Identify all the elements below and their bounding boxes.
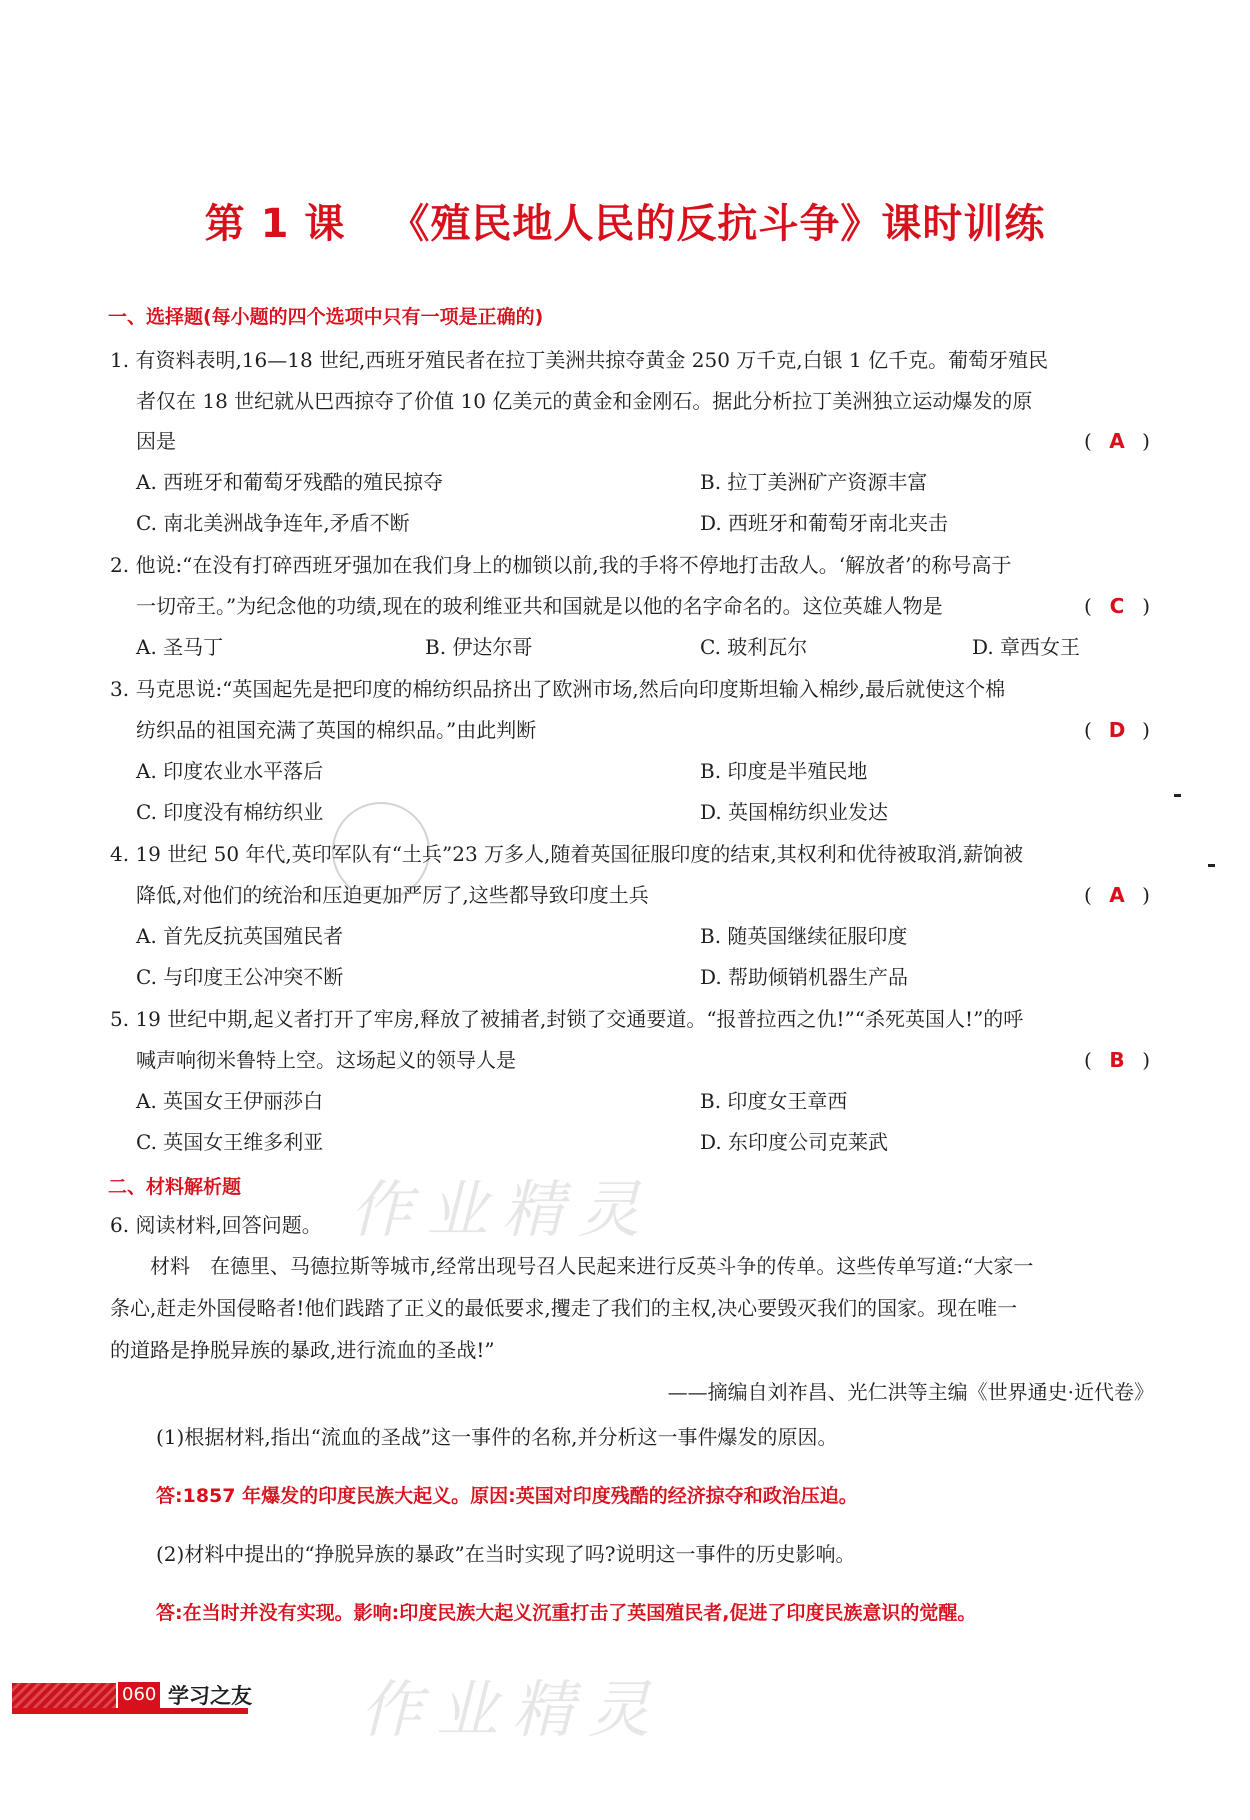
- q2-line-1: 2. 他说:“在没有打碎西班牙强加在我们身上的枷锁以前,我的手将不停地打击敌人。‘解放者’的称号高于: [110, 553, 1012, 577]
- q2-option-c: C. 玻利瓦尔: [700, 635, 808, 659]
- q1-answer-slot: ( A ): [1084, 429, 1150, 453]
- q3-option-d: D. 英国棉纺织业发达: [700, 800, 889, 824]
- page-number: 060: [118, 1682, 160, 1708]
- lesson-name: 《殖民地人民的反抗斗争》课时训练: [389, 201, 1046, 247]
- publication-brand: 学习之友: [168, 1683, 252, 1708]
- q2-option-b: B. 伊达尔哥: [425, 635, 533, 659]
- q6-sub-question-1: (1)根据材料,指出“流血的圣战”这一事件的名称,并分析这一事件爆发的原因。: [156, 1425, 838, 1449]
- material-line-1: 材料 在德里、马德拉斯等城市,经常出现号召人民起来进行反英斗争的传单。这些传单写道:“大家一: [150, 1254, 1034, 1278]
- q1-option-c: C. 南北美洲战争连年,矛盾不断: [136, 511, 410, 535]
- lesson-number: 第 1 课: [204, 201, 346, 247]
- q1-option-d: D. 西班牙和葡萄牙南北夹击: [700, 511, 949, 535]
- q5-option-c: C. 英国女王维多利亚: [136, 1130, 324, 1154]
- section-heading-material: 二、材料解析题: [108, 1176, 242, 1198]
- q1-option-a: A. 西班牙和葡萄牙残酷的殖民掠夺: [136, 470, 444, 494]
- watermark-bottom: 作业精灵: [360, 1673, 665, 1746]
- material-line-3: 的道路是挣脱异族的暴政,进行流血的圣战!”: [110, 1338, 495, 1362]
- q4-answer: A: [1109, 883, 1125, 907]
- q5-answer-slot: ( B ): [1084, 1048, 1150, 1072]
- margin-mark: [1174, 794, 1181, 797]
- q4-option-b: B. 随英国继续征服印度: [700, 924, 908, 948]
- faded-stamp: [332, 802, 430, 900]
- watermark-middle: 作业精灵: [350, 1173, 655, 1246]
- q4-option-a: A. 首先反抗英国殖民者: [136, 924, 344, 948]
- q1-answer: A: [1109, 429, 1125, 453]
- q3-line-2: 纺织品的祖国充满了英国的棉织品。”由此判断: [136, 718, 537, 742]
- q3-option-b: B. 印度是半殖民地: [700, 759, 868, 783]
- q1-line-2: 者仅在 18 世纪就从巴西掠夺了价值 10 亿美元的黄金和金刚石。据此分析拉丁美洲独立运动爆发的原: [136, 389, 1033, 413]
- q3-answer-slot: ( D ): [1084, 718, 1150, 742]
- material-line-2: 条心,赶走外国侵略者!他们践踏了正义的最低要求,攫走了我们的主权,决心要毁灭我们的国家。现在唯一: [110, 1296, 1018, 1320]
- q3-line-1: 3. 马克思说:“英国起先是把印度的棉纺织品挤出了欧洲市场,然后向印度斯坦输入棉纱,最后就使这个棉: [110, 677, 1006, 701]
- q2-answer-slot: ( C ): [1084, 594, 1150, 618]
- q6-sub-question-2: (2)材料中提出的“挣脱异族的暴政”在当时实现了吗?说明这一事件的历史影响。: [156, 1542, 856, 1566]
- q4-option-c: C. 与印度王公冲突不断: [136, 965, 344, 989]
- q6-answer-2: 答:在当时并没有实现。影响:印度民族大起义沉重打击了英国殖民者,促进了印度民族意识的觉醒。: [156, 1602, 977, 1624]
- q4-line-2: 降低,对他们的统治和压迫更加严厉了,这些都导致印度土兵: [136, 883, 649, 907]
- q6-answer-1: 答:1857 年爆发的印度民族大起义。原因:英国对印度残酷的经济掠夺和政治压迫。: [156, 1485, 858, 1507]
- q3-option-c: C. 印度没有棉纺织业: [136, 800, 324, 824]
- material-source: ——摘编自刘祚昌、光仁洪等主编《世界通史·近代卷》: [667, 1380, 1154, 1404]
- page-title: [0, 192, 1250, 249]
- q2-option-d: D. 章西女王: [972, 635, 1081, 659]
- q3-option-a: A. 印度农业水平落后: [136, 759, 324, 783]
- q5-option-a: A. 英国女王伊丽莎白: [136, 1089, 324, 1113]
- section-heading-choice: 一、选择题(每小题的四个选项中只有一项是正确的): [108, 306, 544, 328]
- q5-option-d: D. 东印度公司克莱武: [700, 1130, 889, 1154]
- q5-line-1: 5. 19 世纪中期,起义者打开了牢房,释放了被捕者,封锁了交通要道。“报普拉西之仇!”“杀死英国人!”的呼: [110, 1007, 1024, 1031]
- q4-line-1: 4. 19 世纪 50 年代,英印军队有“土兵”23 万多人,随着英国征服印度的结束,其权利和优待被取消,薪饷被: [110, 842, 1024, 866]
- q5-answer: B: [1109, 1048, 1125, 1072]
- q2-line-2: 一切帝王。”为纪念他的功绩,现在的玻利维亚共和国就是以他的名字命名的。这位英雄人物是: [136, 594, 943, 618]
- q5-line-2: 喊声响彻米鲁特上空。这场起义的领导人是: [136, 1048, 516, 1072]
- q2-answer: C: [1109, 594, 1125, 618]
- q1-option-b: B. 拉丁美洲矿产资源丰富: [700, 470, 928, 494]
- q4-answer-slot: ( A ): [1084, 883, 1150, 907]
- q1-line-1: 1. 有资料表明,16—18 世纪,西班牙殖民者在拉丁美洲共掠夺黄金 250 万千克,白银 1 亿千克。葡萄牙殖民: [110, 348, 1049, 372]
- q6-intro: 6. 阅读材料,回答问题。: [110, 1213, 322, 1237]
- q5-option-b: B. 印度女王章西: [700, 1089, 848, 1113]
- footer-pattern: [12, 1683, 116, 1709]
- q3-answer: D: [1108, 718, 1126, 742]
- margin-mark: [1208, 864, 1215, 867]
- q4-option-d: D. 帮助倾销机器生产品: [700, 965, 909, 989]
- q1-line-3: 因是: [136, 429, 176, 453]
- q2-option-a: A. 圣马丁: [136, 635, 224, 659]
